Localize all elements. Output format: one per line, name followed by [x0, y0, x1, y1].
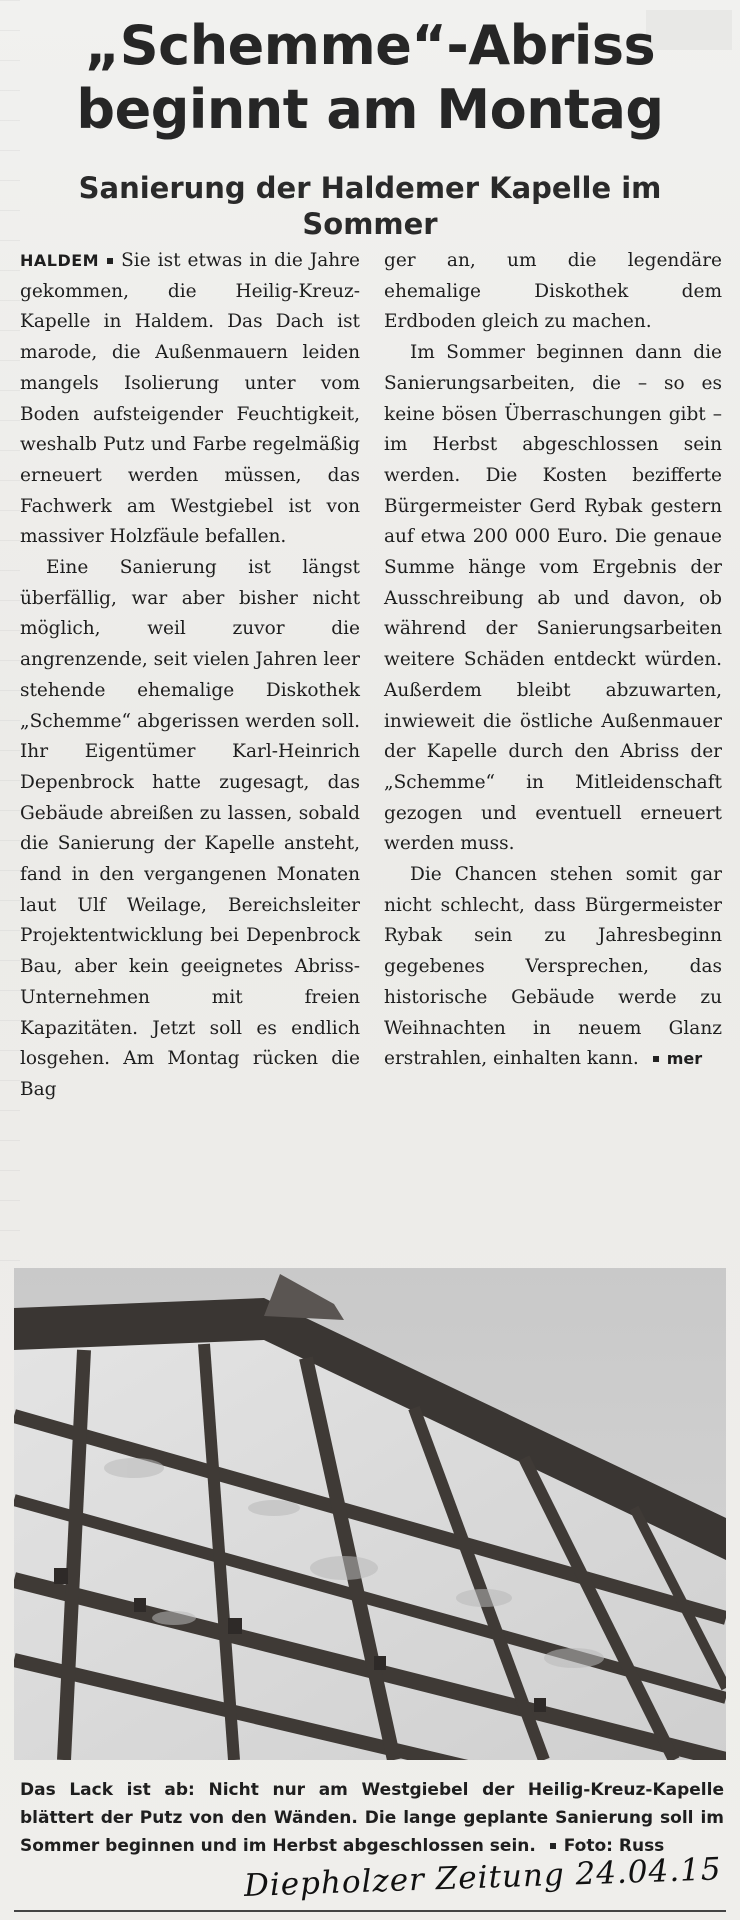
- bleed-through-left: [0, 0, 20, 1270]
- dateline-separator-icon: [107, 258, 113, 264]
- handwritten-source-stamp: Diepholzer Zeitung 24.04.15: [243, 1851, 723, 1904]
- headline-line-2: beginnt am Montag: [76, 78, 664, 141]
- dateline: HALDEM: [20, 251, 100, 270]
- paragraph-4: [384, 860, 722, 1075]
- paragraph-1-text: Sie ist etwas in die Jahre gekommen, die Heilig-Kreuz-Kapelle in Haldem. Das Dach ist marode, die Außenmauern leiden mangels Isolierung unter vom Boden aufsteigender Feuchtigkeit, weshalb Putz und Farbe regelmäßig erneuert werden müssen, das Fachwerk am Westgiebel ist von massiver Holzfäule befallen.: [20, 250, 360, 548]
- author-signature: mer: [666, 1049, 703, 1069]
- paragraph-2-continued: ger an, um die legendäre ehemalige Diskothek dem Erdboden gleich zu machen.: [384, 250, 722, 333]
- author-separator-icon: [653, 1056, 659, 1062]
- paragraph-4-text: Die Chancen stehen somit gar nicht schlecht, dass Bürgermeister Rybak sein zu Jahresbeginn gegebenes Versprechen, das historische Gebäude werde zu Weihnachten in neuem Glanz erstrahlen, einhalten kann.: [384, 864, 722, 1070]
- headline-line-1: „Schemme“-Abriss: [84, 14, 656, 77]
- paragraph-2: Eine Sanierung ist längst überfällig, war aber bisher nicht möglich, weil zuvor die angrenzende, seit vielen Jahren leer stehende ehemalige Diskothek „Schemme“ abgerissen werden soll. Ihr Eigentümer Karl-Heinrich Depenbrock hatte zugesagt, das Gebäude abreißen zu lassen, sobald die Sanierung der Kapelle ansteht, fand in den vergangenen Monaten laut Ulf Weilage, Bereichsleiter Projektentwicklung bei Depenbrock Bau, aber kein geeignetes Abriss-Unternehmen mit freien Kapazitäten. Jetzt soll es endlich losgehen. Am Montag rücken die Bag: [20, 557, 360, 1100]
- bottom-rule: [14, 1910, 726, 1912]
- subheadline: Sanierung der Haldemer Kapelle im Sommer: [78, 171, 662, 241]
- photo-caption: [20, 1776, 724, 1860]
- headline: [50, 14, 690, 142]
- article-column-1: [20, 246, 360, 1106]
- chapel-gable-photo: [14, 1268, 726, 1760]
- half-timbered-gable-illustration: [14, 1268, 726, 1760]
- photo-credit: Foto: Russ: [563, 1836, 665, 1856]
- paragraph-1: [20, 246, 360, 553]
- paragraph-3: Im Sommer beginnen dann die Sanierungsarbeiten, die – so es keine bösen Überraschungen gibt – im Herbst abgeschlossen sein werden. Die Kosten bezifferte Bürgermeister Gerd Rybak gestern auf etwa 200 000 Euro. Die genaue Summe hänge vom Ergebnis der Ausschreibung ab und davon, ob während der Sanierungsarbeiten weitere Schäden entdeckt würden. Außerdem bleibt abzuwarten, inwieweit die östliche Außenmauer der Kapelle durch den Abriss der „Schemme“ in Mitleidenschaft gezogen und eventuell erneuert werden muss.: [384, 342, 722, 855]
- caption-separator-icon: [550, 1843, 556, 1849]
- article-column-2: [384, 246, 722, 1075]
- caption-text: Das Lack ist ab: Nicht nur am Westgiebel der Heilig-Kreuz-Kapelle blättert der Putz von den Wänden. Die lange geplante Sanierung soll im Sommer beginnen und im Herbst abgeschlossen sein.: [20, 1780, 724, 1856]
